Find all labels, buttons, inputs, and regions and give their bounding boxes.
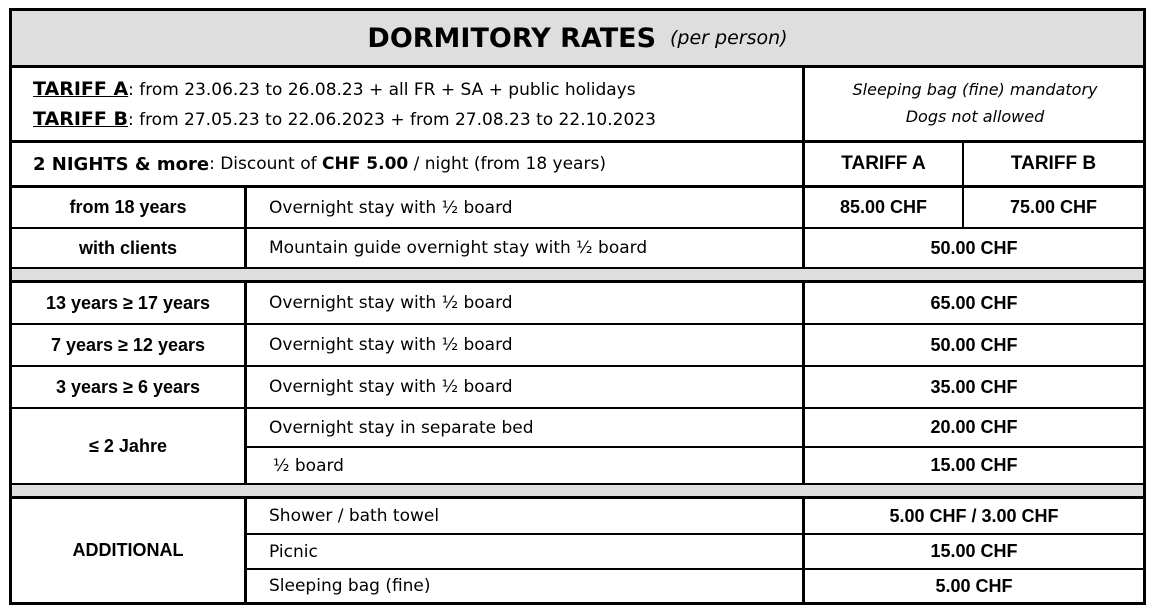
dormitory-rates-table xyxy=(9,8,1146,605)
discount-bold: 2 NIGHTS & more xyxy=(33,153,210,175)
price-picnic: 15.00 CHF xyxy=(930,541,1018,561)
price-separate-bed: 20.00 CHF xyxy=(930,417,1018,437)
rule xyxy=(12,483,1143,485)
age-7-12: 7 years ≥ 12 years xyxy=(50,334,205,355)
desc-7-12: Overnight stay with ½ board xyxy=(269,335,513,355)
tariff-b-text: : from 27.05.23 to 22.06.2023 + from 27.08.23 to 22.10.2023 xyxy=(127,110,656,130)
age-under-2: ≤ 2 Jahre xyxy=(89,435,167,456)
title-subtitle: (per person) xyxy=(670,27,788,49)
desc-shower: Shower / bath towel xyxy=(269,506,440,526)
tariff-b-name: TARIFF B xyxy=(33,108,128,130)
separator-band-1 xyxy=(12,269,1143,280)
discount-text xyxy=(33,143,606,185)
rule xyxy=(12,267,1143,269)
age-13-17: 13 years ≥ 17 years xyxy=(45,292,211,313)
price-adult-tariff-a: 85.00 CHF xyxy=(839,197,928,217)
price-13-17: 65.00 CHF xyxy=(930,292,1018,313)
desc-3-6: Overnight stay with ½ board xyxy=(269,377,513,397)
price-3-6: 35.00 CHF xyxy=(930,376,1018,397)
column-header-tariff-b: TARIFF B xyxy=(1010,153,1097,174)
note-sleeping-bag: Sleeping bag (fine) mandatory xyxy=(852,80,1098,99)
column-header-tariff-a: TARIFF A xyxy=(841,153,926,174)
desc-overnight-adult: Overnight stay with ½ board xyxy=(269,197,513,218)
note-dogs: Dogs not allowed xyxy=(905,107,1045,126)
discount-amount: CHF 5.00 xyxy=(322,154,409,174)
tariff-a-name: TARIFF A xyxy=(33,78,129,100)
price-sleeping-bag: 5.00 CHF xyxy=(935,575,1013,596)
rule xyxy=(12,65,1143,68)
age-from-18: from 18 years xyxy=(69,197,187,217)
age-3-6: 3 years ≥ 6 years xyxy=(56,376,200,397)
discount-text2: / night (from 18 years) xyxy=(408,154,606,174)
desc-separate-bed: Overnight stay in separate bed xyxy=(269,417,534,438)
separator-band-2 xyxy=(12,485,1143,496)
tariff-b-line xyxy=(33,108,656,130)
tariff-a-line xyxy=(33,78,636,100)
additional-label: ADDITIONAL xyxy=(72,540,184,560)
price-shower: 5.00 CHF / 3.00 CHF xyxy=(889,505,1059,526)
desc-picnic: Picnic xyxy=(269,541,318,562)
desc-mountain-guide: Mountain guide overnight stay with ½ board xyxy=(269,238,648,258)
page-title xyxy=(12,11,1143,65)
price-7-12: 50.00 CHF xyxy=(930,334,1018,355)
desc-13-17: Overnight stay with ½ board xyxy=(269,293,513,313)
age-with-clients: with clients xyxy=(78,237,177,258)
desc-half-board: ½ board xyxy=(273,455,344,476)
desc-sleeping-bag: Sleeping bag (fine) xyxy=(269,576,431,596)
price-mountain-guide: 50.00 CHF xyxy=(930,237,1018,258)
price-adult-tariff-b: 75.00 CHF xyxy=(1009,197,1098,217)
price-half-board: 15.00 CHF xyxy=(930,455,1018,475)
title-text: DORMITORY RATES xyxy=(367,22,657,54)
tariff-a-text: : from 23.06.23 to 26.08.23 + all FR + SA + public holidays xyxy=(128,80,636,100)
discount-text1: : Discount of xyxy=(209,154,323,174)
